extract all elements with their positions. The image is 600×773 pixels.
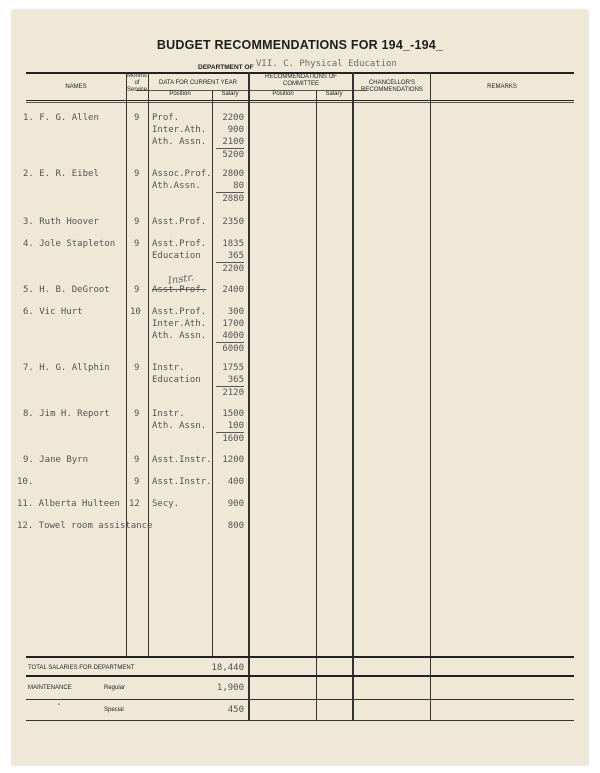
- total-salaries-value: 18,440: [211, 663, 244, 673]
- footer-rule-3: [26, 699, 574, 700]
- row-1-name: 1. F. G. Allen: [23, 113, 99, 123]
- row-8-position-2: Ath. Assn.: [152, 421, 207, 431]
- col-rule-committee: [352, 72, 354, 720]
- col-header-names: NAMES: [65, 84, 87, 90]
- row-8-salary-1: 1500: [222, 409, 244, 419]
- maintenance-regular-value: 1,900: [216, 683, 244, 693]
- col-header-chancellor: CHANCELLOR'S RECOMMENDATIONS: [361, 80, 423, 93]
- row-1-salary-2: 900: [227, 125, 244, 135]
- row-5-position-1: Asst.Prof.: [152, 285, 207, 295]
- row-4-name: 4. Jole Stapleton: [23, 239, 116, 249]
- row-3-name: 3. Ruth Hoover: [23, 217, 99, 227]
- maintenance-special-label: Special: [104, 707, 124, 713]
- row-7-total: 2120: [222, 388, 244, 398]
- row-8-total: 1600: [222, 434, 244, 444]
- row-1-total: 5200: [222, 150, 244, 160]
- row-4-salary-1: 1835: [222, 239, 244, 249]
- row-9-position-1: Asst.Instr.: [152, 455, 212, 465]
- row-6-total: 6000: [222, 344, 244, 354]
- col-header-current-year: DATA FOR CURRENT YEAR: [159, 80, 237, 86]
- row-2-name: 2. E. R. Eibel: [23, 169, 99, 179]
- row-11-position-1: Secy.: [152, 499, 180, 509]
- row-10-salary-1: 400: [227, 477, 244, 487]
- row-1-months: 9: [134, 113, 140, 123]
- row-10-months: 9: [134, 477, 140, 487]
- col-header-committee-position: Position: [272, 91, 294, 97]
- row-2-months: 9: [134, 169, 140, 179]
- maintenance-special-value: 450: [227, 705, 244, 715]
- row-6-salary-2: 1700: [222, 319, 244, 329]
- col-rule-names: [126, 72, 127, 658]
- row-3-position-1: Asst.Prof.: [152, 217, 207, 227]
- col-rule-position: [212, 90, 213, 658]
- row-1-salary-3: 2100: [216, 136, 244, 149]
- row-4-months: 9: [134, 239, 140, 249]
- row-6-position-3: Ath. Assn.: [152, 331, 207, 341]
- row-7-position-1: Instr.: [152, 363, 185, 373]
- department-value: VII. C. Physical Education: [256, 59, 397, 69]
- col-header-committee-salary: Salary: [325, 91, 343, 97]
- row-6-months: 10: [130, 307, 141, 317]
- footer-top-rule: [26, 656, 574, 658]
- row-6-name: 6. Vic Hurt: [23, 307, 83, 317]
- row-10-name: 10.: [17, 477, 34, 487]
- col-header-months: Months of Service: [126, 73, 147, 93]
- row-2-position-2: Ath.Assn.: [152, 181, 201, 191]
- col-rule-salary: [248, 72, 250, 720]
- form-title: BUDGET RECOMMENDATIONS FOR 194_-194_: [156, 38, 444, 52]
- row-11-months: 12: [129, 499, 140, 509]
- row-3-months: 9: [134, 217, 140, 227]
- footer-rule-2: [26, 675, 574, 677]
- row-5-months: 9: [134, 285, 140, 295]
- row-8-months: 9: [134, 409, 140, 419]
- footer-bottom-rule: [26, 720, 574, 721]
- row-7-salary-1: 1755: [222, 363, 244, 373]
- row-7-months: 9: [134, 363, 140, 373]
- header-bottom-rule-2: [26, 102, 574, 103]
- col-rule-committee-salary: [316, 90, 317, 720]
- row-6-salary-3: 4000: [216, 330, 244, 343]
- row-5-handwritten-annotation: Instr.: [167, 272, 195, 287]
- row-1-position-3: Ath. Assn.: [152, 137, 207, 147]
- row-2-salary-2: 80: [216, 180, 244, 193]
- maintenance-regular-label: Regular: [104, 685, 126, 691]
- row-8-name: 8. Jim H. Report: [23, 409, 110, 419]
- row-10-position-1: Asst.Instr.: [152, 477, 212, 487]
- col-header-position: Position: [169, 91, 191, 97]
- row-2-position-1: Assoc.Prof.: [152, 169, 212, 179]
- total-salaries-label: TOTAL SALARIES FOR DEPARTMENT: [28, 665, 135, 671]
- maintenance-ditto-mark: ": [58, 704, 61, 710]
- row-9-months: 9: [134, 455, 140, 465]
- row-7-position-2: Education: [152, 375, 201, 385]
- col-rule-months: [148, 72, 149, 658]
- row-6-position-1: Asst.Prof.: [152, 307, 207, 317]
- row-4-total: 2200: [222, 264, 244, 274]
- col-header-salary: Salary: [221, 91, 239, 97]
- row-2-salary-1: 2800: [222, 169, 244, 179]
- row-6-position-2: Inter.Ath.: [152, 319, 207, 329]
- row-11-salary-1: 900: [227, 499, 244, 509]
- row-1-salary-1: 2200: [222, 113, 244, 123]
- row-6-salary-1: 300: [227, 307, 244, 317]
- row-4-position-1: Asst.Prof.: [152, 239, 207, 249]
- header-bottom-rule: [26, 100, 574, 101]
- row-4-salary-2: 365: [216, 250, 244, 263]
- row-5-salary-1: 2400: [222, 285, 244, 295]
- row-1-position-1: Prof.: [152, 113, 180, 123]
- row-11-name: 11. Alberta Hulteen: [17, 499, 120, 509]
- col-header-committee: RECOMMENDATIONS OF COMMITTEE: [265, 74, 337, 87]
- row-1-position-2: Inter.Ath.: [152, 125, 207, 135]
- col-rule-chancellor: [430, 72, 431, 720]
- row-9-name: 9. Jane Byrn: [23, 455, 89, 465]
- row-8-position-1: Instr.: [152, 409, 185, 419]
- maintenance-label: MAINTENANCE: [28, 685, 72, 691]
- row-9-salary-1: 1200: [222, 455, 244, 465]
- row-12-name: 12. Towel room assistance: [17, 521, 153, 531]
- row-7-salary-2: 365: [216, 374, 244, 387]
- department-label: DEPARTMENT OF: [198, 64, 254, 71]
- budget-form-sheet: [12, 10, 588, 765]
- row-2-total: 2880: [222, 194, 244, 204]
- row-3-salary-1: 2350: [222, 217, 244, 227]
- row-5-name: 5. H. B. DeGroot: [23, 285, 110, 295]
- col-header-remarks: REMARKS: [487, 84, 517, 90]
- row-4-position-2: Education: [152, 251, 201, 261]
- row-12-salary-1: 800: [227, 521, 244, 531]
- row-8-salary-2: 100: [216, 420, 244, 433]
- row-7-name: 7. H. G. Allphin: [23, 363, 110, 373]
